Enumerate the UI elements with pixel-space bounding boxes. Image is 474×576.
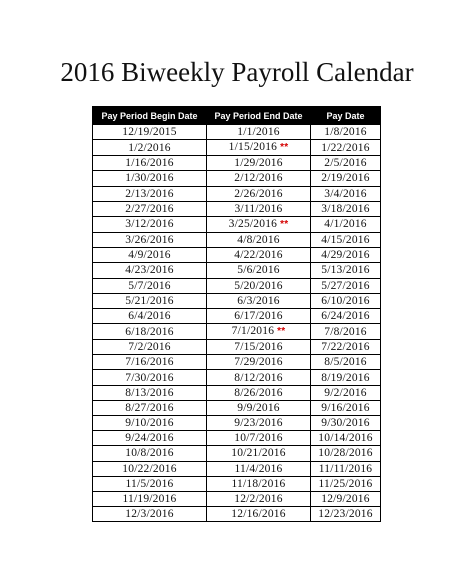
end-date-text: 6/17/2016 (234, 309, 283, 322)
table-row (93, 308, 381, 323)
begin-date-cell: 12/3/2016 (93, 507, 207, 522)
end-date-text: 10/7/2016 (234, 432, 283, 445)
table-row (93, 248, 381, 263)
end-date-text: 5/6/2016 (237, 264, 280, 277)
end-date-text: 3/11/2016 (234, 202, 283, 215)
holiday-marker: ** (280, 142, 289, 154)
end-date-cell (207, 385, 311, 400)
pay-date-cell: 8/19/2016 (311, 370, 381, 385)
end-date-text: 7/15/2016 (234, 341, 283, 354)
pay-date-cell: 1/8/2016 (311, 125, 381, 140)
pay-date-cell: 12/23/2016 (311, 507, 381, 522)
end-date-text: 12/2/2016 (234, 493, 283, 506)
end-date-text: 1/29/2016 (234, 157, 283, 170)
end-date-cell (207, 156, 311, 171)
end-date-cell (207, 491, 311, 506)
table-row (93, 324, 381, 340)
begin-date-cell: 10/22/2016 (93, 461, 207, 476)
begin-date-cell: 5/7/2016 (93, 278, 207, 293)
pay-date-cell: 5/27/2016 (311, 278, 381, 293)
pay-date-cell: 11/25/2016 (311, 476, 381, 491)
begin-date-cell: 3/12/2016 (93, 216, 207, 232)
pay-date-cell: 7/8/2016 (311, 324, 381, 340)
end-date-cell (207, 171, 311, 186)
table-row (93, 216, 381, 232)
begin-date-cell: 2/13/2016 (93, 186, 207, 201)
table-row (93, 355, 381, 370)
table-row (93, 385, 381, 400)
table-row (93, 186, 381, 201)
end-date-cell (207, 507, 311, 522)
begin-date-cell: 4/23/2016 (93, 263, 207, 278)
table-row (93, 293, 381, 308)
table-body (93, 125, 381, 522)
table-row (93, 125, 381, 140)
begin-date-cell: 4/9/2016 (93, 248, 207, 263)
end-date-cell (207, 201, 311, 216)
table-row (93, 476, 381, 491)
end-date-cell (207, 232, 311, 247)
begin-date-cell: 7/30/2016 (93, 370, 207, 385)
end-date-cell (207, 248, 311, 263)
end-date-cell (207, 355, 311, 370)
pay-date-cell: 2/5/2016 (311, 156, 381, 171)
table-row (93, 400, 381, 415)
end-date-text: 11/18/2016 (231, 477, 286, 490)
holiday-marker: ** (280, 218, 289, 230)
table-row (93, 263, 381, 278)
end-date-cell (207, 324, 311, 340)
table-header (93, 107, 381, 125)
begin-date-cell: 11/19/2016 (93, 491, 207, 506)
pay-date-cell: 5/13/2016 (311, 263, 381, 278)
end-date-cell (207, 140, 311, 156)
begin-date-cell: 10/8/2016 (93, 446, 207, 461)
pay-date-cell: 12/9/2016 (311, 491, 381, 506)
end-date-cell (207, 308, 311, 323)
end-date-cell (207, 293, 311, 308)
pay-date-cell: 6/10/2016 (311, 293, 381, 308)
pay-date-cell: 2/19/2016 (311, 171, 381, 186)
header-begin-date: Pay Period Begin Date (93, 107, 207, 125)
end-date-cell (207, 263, 311, 278)
end-date-text: 9/9/2016 (237, 401, 280, 414)
end-date-text: 4/22/2016 (234, 249, 283, 262)
begin-date-cell: 3/26/2016 (93, 232, 207, 247)
end-date-text: 6/3/2016 (237, 294, 280, 307)
end-date-text: 11/4/2016 (234, 462, 283, 475)
header-pay-date: Pay Date (311, 107, 381, 125)
begin-date-cell: 8/13/2016 (93, 385, 207, 400)
begin-date-cell: 11/5/2016 (93, 476, 207, 491)
end-date-text: 7/1/2016 (231, 325, 275, 338)
end-date-text: 8/12/2016 (234, 371, 283, 384)
end-date-cell (207, 125, 311, 140)
table-row (93, 156, 381, 171)
end-date-cell (207, 278, 311, 293)
begin-date-cell: 6/18/2016 (93, 324, 207, 340)
pay-date-cell: 9/30/2016 (311, 416, 381, 431)
begin-date-cell: 2/27/2016 (93, 201, 207, 216)
begin-date-cell: 7/2/2016 (93, 340, 207, 355)
payroll-calendar-table (92, 106, 381, 522)
begin-date-cell: 7/16/2016 (93, 355, 207, 370)
header-end-date: Pay Period End Date (207, 107, 311, 125)
pay-date-cell: 8/5/2016 (311, 355, 381, 370)
pay-date-cell: 6/24/2016 (311, 308, 381, 323)
begin-date-cell: 6/4/2016 (93, 308, 207, 323)
table-row (93, 340, 381, 355)
table-row (93, 171, 381, 186)
pay-date-cell: 4/15/2016 (311, 232, 381, 247)
end-date-text: 2/26/2016 (234, 187, 283, 200)
table-row (93, 507, 381, 522)
pay-date-cell: 3/4/2016 (311, 186, 381, 201)
end-date-text: 5/20/2016 (234, 279, 283, 292)
pay-date-cell: 10/28/2016 (311, 446, 381, 461)
begin-date-cell: 1/30/2016 (93, 171, 207, 186)
pay-date-cell: 4/29/2016 (311, 248, 381, 263)
begin-date-cell: 1/16/2016 (93, 156, 207, 171)
end-date-text: 1/1/2016 (237, 126, 280, 139)
end-date-text: 1/15/2016 (228, 141, 278, 154)
pay-date-cell: 4/1/2016 (311, 216, 381, 232)
begin-date-cell: 9/24/2016 (93, 431, 207, 446)
end-date-text: 2/12/2016 (234, 172, 283, 185)
table-row (93, 416, 381, 431)
begin-date-cell: 1/2/2016 (93, 140, 207, 156)
holiday-marker: ** (277, 326, 286, 338)
table-row (93, 201, 381, 216)
pay-date-cell: 9/2/2016 (311, 385, 381, 400)
end-date-text: 9/23/2016 (234, 417, 283, 430)
table-row (93, 278, 381, 293)
pay-date-cell: 11/11/2016 (311, 461, 381, 476)
pay-date-cell: 7/22/2016 (311, 340, 381, 355)
end-date-text: 12/16/2016 (231, 508, 286, 521)
end-date-cell (207, 461, 311, 476)
end-date-cell (207, 431, 311, 446)
end-date-cell (207, 416, 311, 431)
begin-date-cell: 5/21/2016 (93, 293, 207, 308)
table-row (93, 446, 381, 461)
end-date-cell (207, 446, 311, 461)
pay-date-cell: 3/18/2016 (311, 201, 381, 216)
table-row (93, 461, 381, 476)
end-date-cell (207, 186, 311, 201)
page-title: 2016 Biweekly Payroll Calendar (60, 57, 414, 87)
end-date-text: 10/21/2016 (231, 447, 286, 460)
table-row (93, 491, 381, 506)
end-date-cell (207, 340, 311, 355)
end-date-text: 8/26/2016 (234, 386, 283, 399)
end-date-text: 7/29/2016 (234, 356, 283, 369)
end-date-cell (207, 400, 311, 415)
table-row (93, 140, 381, 156)
table-row (93, 431, 381, 446)
begin-date-cell: 12/19/2015 (93, 125, 207, 140)
end-date-cell (207, 216, 311, 232)
header-row (93, 107, 381, 125)
begin-date-cell: 8/27/2016 (93, 400, 207, 415)
pay-date-cell: 9/16/2016 (311, 400, 381, 415)
end-date-text: 3/25/2016 (228, 217, 278, 230)
pay-date-cell: 10/14/2016 (311, 431, 381, 446)
pay-date-cell: 1/22/2016 (311, 140, 381, 156)
end-date-cell (207, 370, 311, 385)
begin-date-cell: 9/10/2016 (93, 416, 207, 431)
table-row (93, 232, 381, 247)
table-row (93, 370, 381, 385)
end-date-text: 4/8/2016 (237, 234, 280, 247)
end-date-cell (207, 476, 311, 491)
